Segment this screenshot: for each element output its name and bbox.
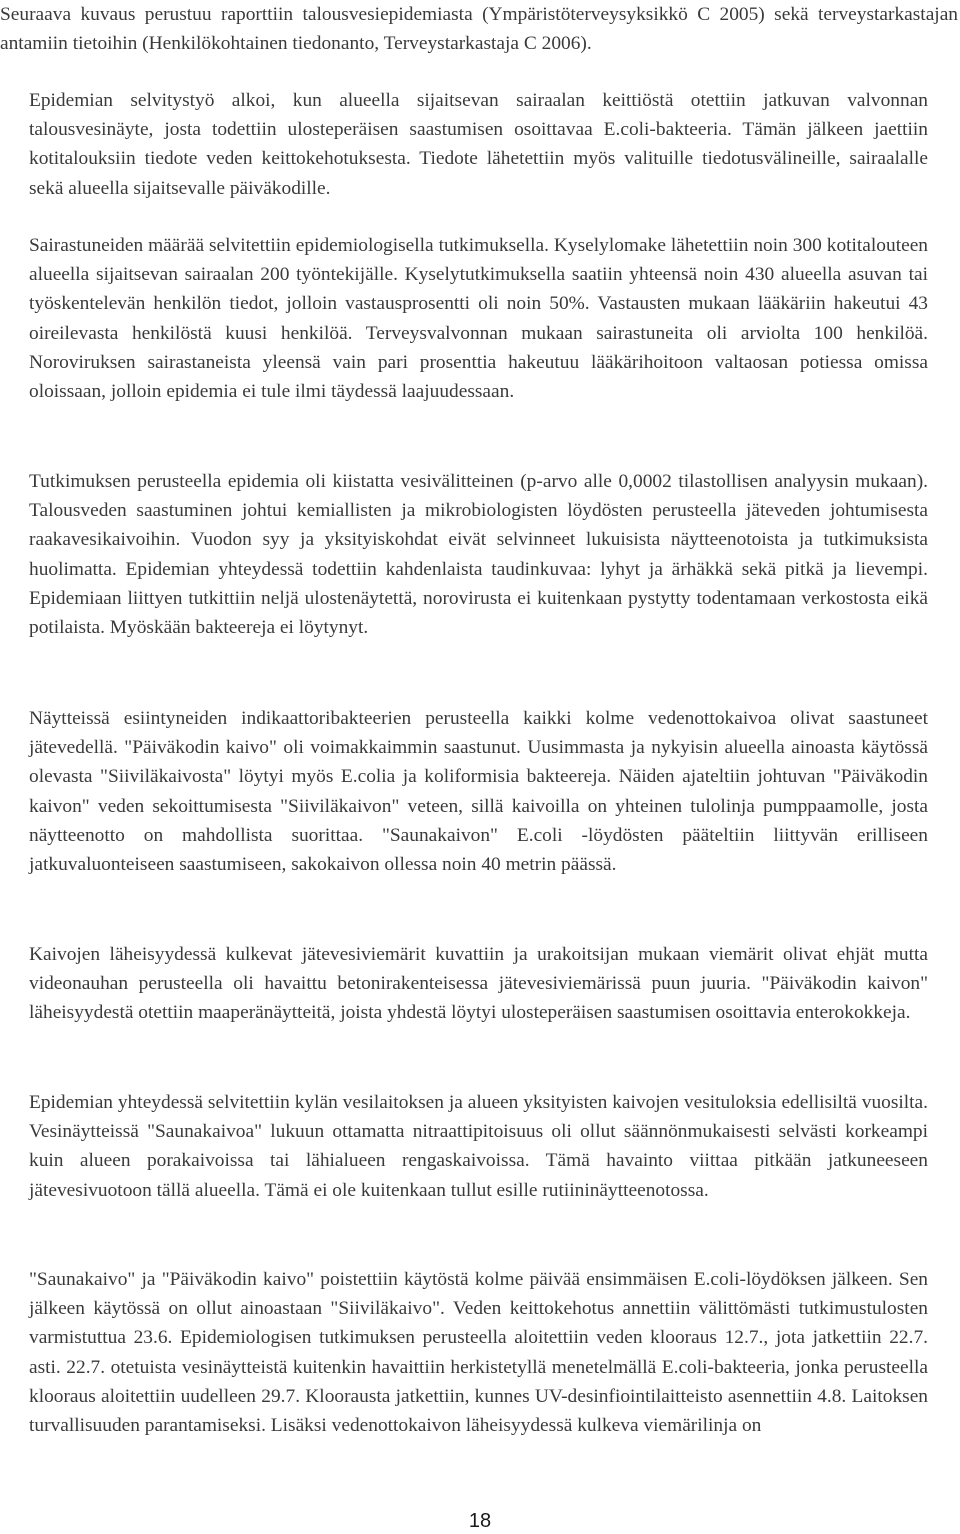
paragraph-text: Seuraava kuvaus perustuu raporttiin talousvesiepidemiasta (Ympäristöterveysyksikkö C 2005) sekä terveystarkastajan antamiin tietoihin (Henkilökohtainen tiedonanto, Terveystarkastaja C 2006). (0, 4, 958, 55)
paragraph-study-findings (29, 467, 928, 642)
paragraph-text: Sairastuneiden määrää selvitettiin epidemiologisella tutkimuksella. Kyselylomake lähetettiin noin 300 kotitalouteen alueella sijaitsevan sairaalan 200 työntekijälle. Kyselytutkimuksella saatiin yhteensä noin 430 alueella asuvan tai työskentelevän henkilön tiedot, jolloin vastausprosentti oli noin 50%. Vastausten mukaan lääkäriin hakeutui 43 oireilevasta henkilöstä kuusi henkilöä. Terveysvalvonnan mukaan sairastuneita oli arviolta 100 henkilöä. Noroviruksen sairastaneista yleensä vain pari prosenttia hakeutuu lääkärihoitoon valtaosan potiessa omissa oloissaan, jolloin epidemia ei tule ilmi täydessä laajuudessaan. (29, 235, 928, 403)
paragraph-indicator-bacteria (29, 704, 928, 879)
paragraph-text: Epidemian selvitystyö alkoi, kun alueella sijaitsevan sairaalan keittiöstä otettiin jatkuvan valvonnan talousvesinäyte, josta todettiin ulosteperäisen saastumisen osoittavaa E.coli-bakteeria. Tämän jälkeen jaettiin kotitalouksiin tiedote veden keittokehotuksesta. Tiedote lähetettiin myös valituille tiedotusvälineille, sairaalalle sekä alueella sijaitsevalle päiväkodille. (29, 90, 928, 199)
paragraph-investigation-start (29, 86, 928, 203)
paragraph-text: Tutkimuksen perusteella epidemia oli kiistatta vesivälitteinen (p-arvo alle 0,0002 tilastollisen analyysin mukaan). Talousveden saastuminen johtui kemiallisten ja mikrobiologisten löydösten perusteella jäteveden johtumisesta raakavesikaivoihin. Vuodon syy ja yksityiskohdat eivät selvinneet lukuisista näytteenotoista ja tutkimuksista huolimatta. Epidemian yhteydessä todettiin kahdenlaista taudinkuvaa: lyhyt ja ärhäkkä sekä pitkä ja lievempi. Epidemiaan liittyen tutkittiin neljä ulostenäytettä, norovirusta ei kuitenkaan pystytty todentamaan verkostosta eikä potilaista. Myöskään bakteereja ei löytynyt. (29, 471, 928, 639)
paragraph-water-history (29, 1088, 928, 1205)
paragraph-text: Näytteissä esiintyneiden indikaattoribakteerien perusteella kaikki kolme vedenottokaivoa olivat saastuneet jätevedellä. "Päiväkodin kaivo" oli voimakkaimmin saastunut. Uusimmasta ja nykyisin alueella ainoasta käytössä olevasta "Siiviläkaivosta" löytyi myös E.colia ja koliformisia bakteereja. Näiden ajateltiin johtuvan "Päiväkodin kaivon" veden sekoittumisesta "Siiviläkaivon" veteen, sillä kaivoilla on yhteinen tulolinja pumppaamolle, josta näytteenotto on mahdollista suorittaa. "Saunakaivon" E.coli -löydösten pääteltiin liittyvän erilliseen jatkuvaluonteiseen saastumiseen, sakokaivon ollessa noin 40 metrin päässä. (29, 708, 928, 876)
paragraph-epidemiological-survey (29, 231, 928, 406)
page-number: 18 (468, 1510, 492, 1532)
paragraph-text: Epidemian yhteydessä selvitettiin kylän vesilaitoksen ja alueen yksityisten kaivojen vesituloksia edellisiltä vuosilta. Vesinäytteissä "Saunakaivoa" lukuun ottamatta nitraattipitoisuus oli ollut säännönmukaisesti selvästi korkeampi kuin alueen porakaivoissa tai lähialueen rengaskaivoissa. Tämä havainto viittaa pitkään jatkuneeseen jätevesivuotoon tällä alueella. Tämä ei ole kuitenkaan tullut esille rutiininäytteenotossa. (29, 1092, 928, 1201)
paragraph-remediation-actions (29, 1265, 928, 1440)
paragraph-text: Kaivojen läheisyydessä kulkevat jätevesiviemärit kuvattiin ja urakoitsijan mukaan viemärit olivat ehjät mutta videonauhan perusteella oli havaittu betonirakenteisessa jätevesiviemärissä puun juuria. "Päiväkodin kaivon" läheisyydestä otettiin maaperänäytteitä, joista yhdestä löytyi ulosteperäisen saastumisen osoittavia enterokokkeja. (29, 944, 928, 1024)
paragraph-sewer-inspection (29, 940, 928, 1028)
paragraph-intro (0, 0, 958, 58)
paragraph-text: "Saunakaivo" ja "Päiväkodin kaivo" poistettiin käytöstä kolme päivää ensimmäisen E.coli-löydöksen jälkeen. Sen jälkeen käytössä on ollut ainoastaan "Siiviläkaivo". Veden keittokehotus annettiin välittömästi tutkimustulosten varmistuttua 23.6. Epidemiologisen tutkimuksen perusteella aloitettiin veden klooraus 12.7., jota jatkettiin 22.7. asti. 22.7. otetuista vesinäytteistä kuitenkin havaittiin herkistetyllä menetelmällä E.coli-bakteeria, jonka perusteella klooraus aloitettiin uudelleen 29.7. Kloorausta jatkettiin, kunnes UV-desinfiointilaitteisto asennettiin 4.8. Laitoksen turvallisuuden parantamiseksi. Lisäksi vedenottokaivon läheisyydessä kulkeva viemärilinja on (29, 1269, 928, 1437)
